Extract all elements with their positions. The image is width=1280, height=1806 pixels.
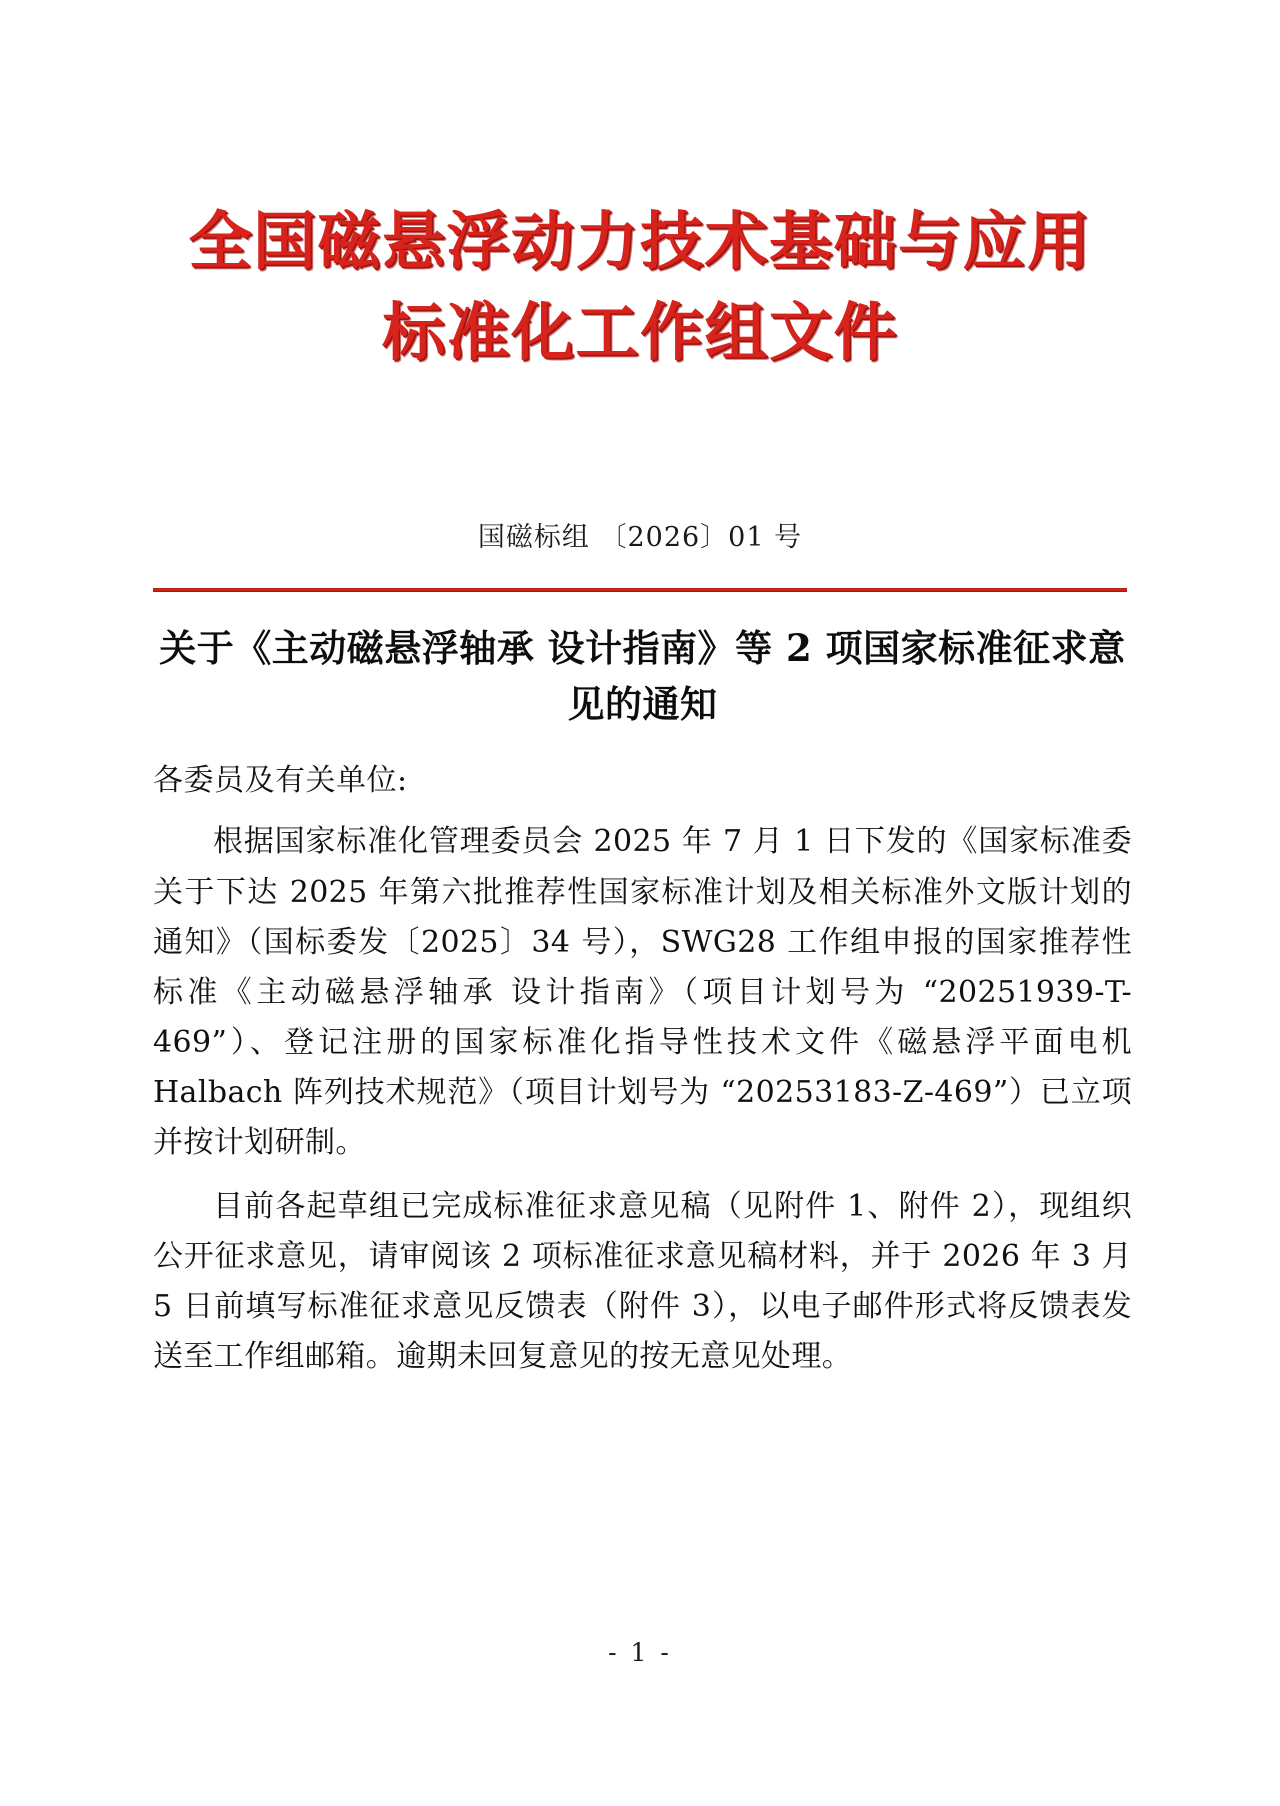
page-number-footer: - 1 - — [608, 1638, 672, 1667]
salutation: 各委员及有关单位: — [153, 763, 408, 799]
body-paragraph-1: 根据国家标准化管理委员会 2025 年 7 月 1 日下发的《国家标准委关于下达 2025 年第六批推荐性国家标准计划及相关标准外文版计划的通知》（国标委发〔2025〕34 号），SWG28 工作组申报的国家推荐性标准《主动磁悬浮轴承 设计指南》（项目计划号为 “20251939-T-469”）、登记注册的国家标准化指导性技术文件《磁悬浮平面电机 Halbach 阵列技术规范》（项目计划号为 “20253183-Z-469”）已立项并按计划研制。 — [153, 824, 1132, 1161]
masthead-title-line-2: 标准化工作组文件 — [382, 294, 898, 369]
document-heading: 关于《主动磁悬浮轴承 设计指南》等 2 项国家标准征求意见的通知 — [159, 626, 1126, 727]
body-paragraph-2: 目前各起草组已完成标准征求意见稿（见附件 1、附件 2），现组织公开征求意见，请审阅该 2 项标准征求意见稿材料，并于 2026 年 3 月 5 日前填写标准征求意见反馈表（附件 3），以电子邮件形式将反馈表发送至工作组邮箱。逾期未回复意见的按无意见处理。 — [153, 1189, 1132, 1375]
masthead-title-line-1: 全国磁悬浮动力技术基础与应用 — [188, 204, 1092, 278]
red-separator-rule — [153, 588, 1127, 592]
document-serial-number: 国磁标组 〔2026〕01 号 — [477, 522, 803, 553]
masthead — [0, 196, 1280, 377]
document-content — [153, 620, 1132, 1383]
